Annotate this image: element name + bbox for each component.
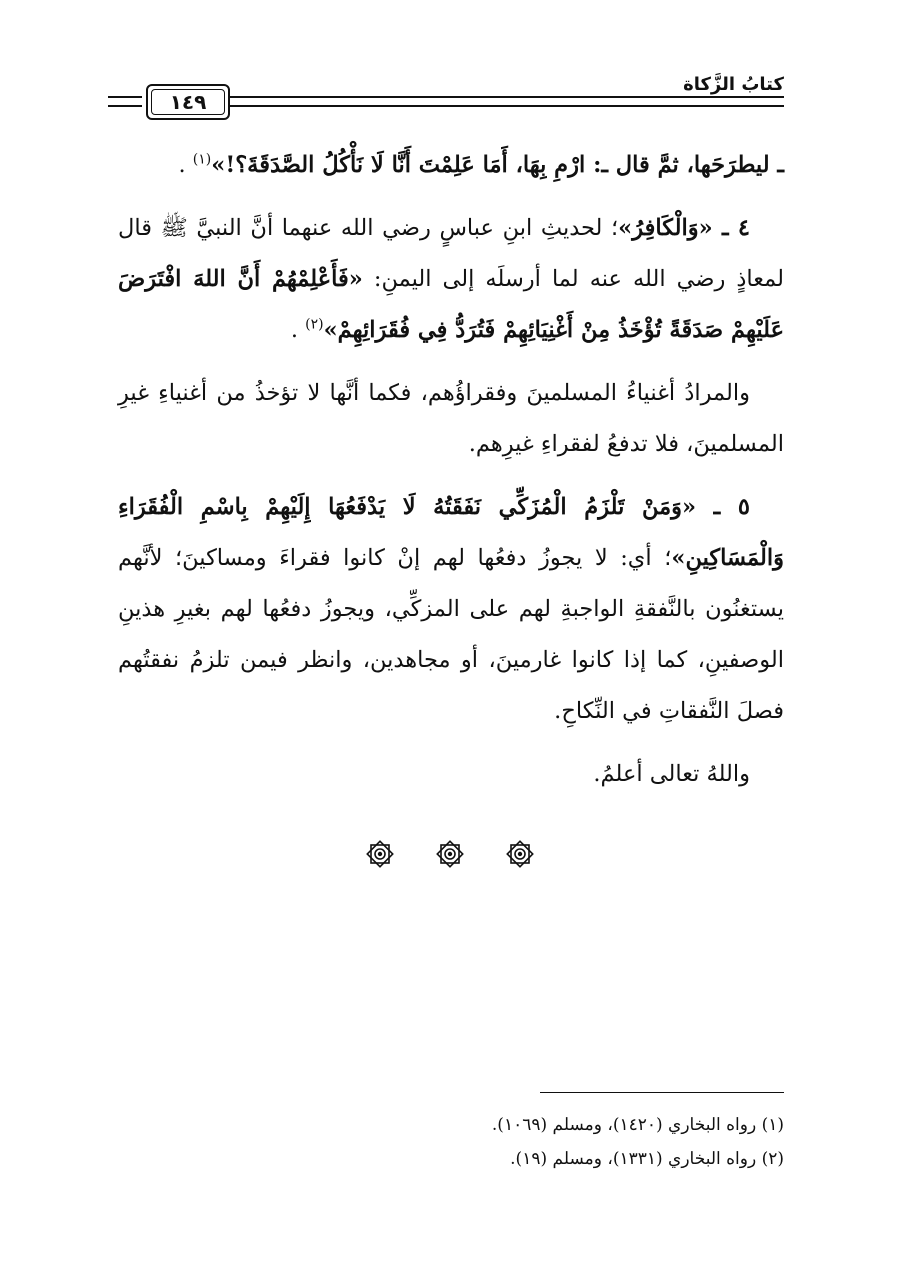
footnotes <box>118 1108 784 1176</box>
hadith-continuation: ـ ليطرَحَها، ثمَّ قال ـ: ارْمِ بِهَا، أَمَا عَلِمْتَ أَنَّا لَا نَأْكُلُ الصَّدَقَةَ؟!» <box>211 152 784 178</box>
point-5-heading: ٥ ـ «وَمَنْ تَلْزَمُ الْمُزَكِّي نَفَقَتُهُ لَا يَدْفَعُهَا إِلَيْهِمْ بِاسْمِ الْفُقَرَاءِ وَالْمَسَاكِينِ» <box>118 494 784 571</box>
point-4-text: ؛ لحديثِ ابنِ عباسٍ رضي الله عنهما أنَّ النبيَّ ﷺ قال لمعاذٍ رضي الله عنه لما أرسلَه إلى اليمنِ: <box>118 215 784 292</box>
footnote-separator <box>540 1092 784 1093</box>
footnote-ref-1: (١) <box>192 151 212 168</box>
paragraph-4 <box>118 482 784 737</box>
paragraph-3: والمرادُ أغنياءُ المسلمينَ وفقراؤُهم، فكما أنَّها لا تؤخذُ من أغنياءِ غيرِ المسلمينَ، فلا تدفعُ لفقراءِ غيرِهم. <box>118 380 784 457</box>
paragraph-2 <box>118 203 784 356</box>
eight-point-star-ornament-icon <box>434 838 466 870</box>
section-end-ornaments <box>0 838 900 878</box>
period: . <box>178 152 186 178</box>
eight-point-star-ornament-icon <box>364 838 396 870</box>
period: . <box>290 317 298 343</box>
hadith-quote: «فَأَعْلِمْهُمْ أَنَّ اللهَ افْتَرَضَ عَلَيْهِمْ صَدَقَةً تُؤْخَذُ مِنْ أَغْنِيَائِهِمْ فَتُرَدُّ فِي فُقَرَائِهِمْ» <box>118 266 784 343</box>
chapter-title: كتابُ الزَّكاة <box>683 74 784 95</box>
header-rule-left <box>108 96 142 107</box>
page-header <box>108 76 784 126</box>
point-5-text: ؛ أي: لا يجوزُ دفعُها لهم إنْ كانوا فقراءَ ومساكينَ؛ لأنَّهم يستغنُون بالنَّفقةِ الواجبةِ لهم على المزكِّي، ويجوزُ دفعُها لهم بغيرِ هذينِ الوصفينِ، كما إذا كانوا غارمينَ، أو مجاهدين، وانظر فيمن تلزمُ نفقتُهم فصلَ النَّفقاتِ في النِّكاحِ. <box>118 545 784 724</box>
footnote-2: (٢) رواه البخاري (١٣٣١)، ومسلم (١٩). <box>510 1149 784 1169</box>
page-number: ١٤٩ <box>169 90 207 114</box>
body-text <box>118 140 784 812</box>
header-rule-right <box>230 96 784 107</box>
closing-line: واللهُ تعالى أعلمُ. <box>593 761 750 787</box>
point-4-heading: ٤ ـ «وَالْكَافِرُ» <box>618 215 750 241</box>
paragraph-1 <box>118 140 784 191</box>
footnote-ref-2: (٢) <box>305 316 324 333</box>
eight-point-star-ornament-icon <box>504 838 536 870</box>
page-number-box <box>146 84 230 120</box>
footnote-1: (١) رواه البخاري (١٤٢٠)، ومسلم (١٠٦٩). <box>491 1115 784 1135</box>
